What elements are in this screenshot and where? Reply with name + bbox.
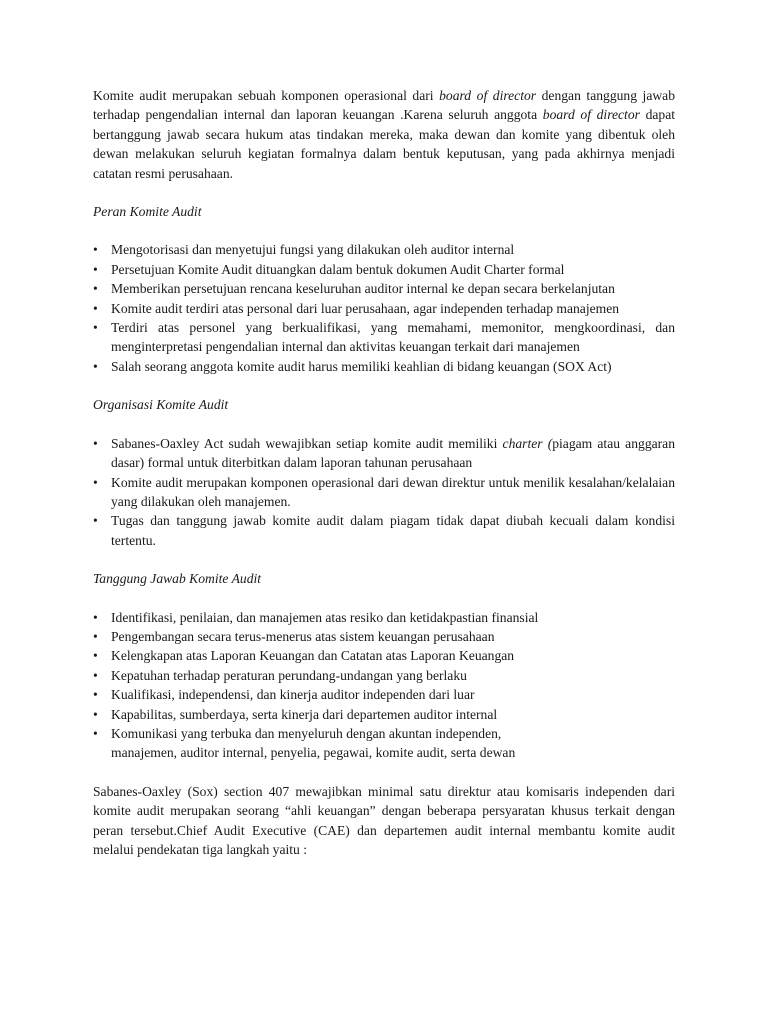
heading-tanggung-jawab: Tanggung Jawab Komite Audit: [93, 571, 262, 587]
list-item: • Memberikan persetujuan rencana keseluruhan auditor internal ke depan secara berkelanjutan: [93, 279, 675, 298]
closing-paragraph: Sabanes-Oaxley (Sox) section 407 mewajibkan minimal satu direktur atau komisaris independen dari komite audit merupakan seorang “ahli keuangan” dengan beberapa persyaratan khusus terkait dengan peran tersebut.Chief Audit Executive (CAE) dan departemen audit internal membantu komite audit melalui pendekatan tiga langkah yaitu :: [93, 783, 675, 857]
list-item: • Tugas dan tanggung jawab komite audit dalam piagam tidak dapat diubah kecuali dalam kondisi tertentu.: [93, 511, 675, 550]
list-item: • Kapabilitas, sumberdaya, serta kinerja dari departemen auditor internal: [93, 705, 675, 724]
list-item-text-a: Sabanes-Oaxley Act sudah wewajibkan setiap komite audit memiliki: [111, 435, 503, 451]
list-item: • Mengotorisasi dan menyetujui fungsi yang dilakukan oleh auditor internal: [93, 240, 675, 259]
list-item: • Identifikasi, penilaian, dan manajemen atas resiko dan ketidakpastian finansial: [93, 608, 675, 627]
list-item-line-1: Komunikasi yang terbuka dan menyeluruh dengan akuntan independen,: [111, 725, 502, 741]
list-item: • Komite audit merupakan komponen operasional dari dewan direktur untuk menilik kesalahan/kelalaian yang dilakukan oleh manajemen.: [93, 473, 675, 512]
heading-organisasi: Organisasi Komite Audit: [93, 397, 229, 413]
intro-italic-term-1: board of director: [439, 88, 537, 103]
list-item-text-b: piagam atau anggaran dasar) formal untuk diterbitkan dalam laporan tahunan perusahaan: [111, 435, 676, 471]
intro-paragraph: [93, 86, 675, 183]
list-organisasi: [93, 434, 675, 550]
list-item: • Salah seorang anggota komite audit harus memiliki keahlian di bidang keuangan (SOX Act): [93, 357, 675, 376]
list-item: • Terdiri atas personel yang berkualifikasi, yang memahami, memonitor, mengkoordinasi, dan menginterpretasi pengendalian internal dan aktivitas keuangan terkait dari manajemen: [93, 318, 675, 357]
intro-text-b: dengan tanggung jawab terhadap pengendalian internal dan laporan keuangan .Karena seluruh anggota: [93, 88, 676, 123]
list-item: • Persetujuan Komite Audit dituangkan dalam bentuk dokumen Audit Charter formal: [93, 260, 675, 279]
heading-peran: Peran Komite Audit: [93, 204, 202, 220]
list-item: • Kelengkapan atas Laporan Keuangan dan Catatan atas Laporan Keuangan: [93, 646, 675, 665]
intro-text-a: Komite audit merupakan sebuah komponen operasional dari: [93, 88, 440, 103]
list-item: • Kualifikasi, independensi, dan kinerja auditor independen dari luar: [93, 685, 675, 704]
list-item-line-2: manajemen, auditor internal, penyelia, pegawai, komite audit, serta dewan: [111, 745, 516, 761]
intro-text-c: dapat bertanggung jawab secara hukum atas tindakan mereka, maka dewan dan komite yang dibentuk oleh dewan melakukan seluruh kegiatan formalnya dalam bentuk keputusan, yang pada akhirnya menjadi catatan resmi perusahaan.: [93, 107, 676, 181]
list-item: [93, 724, 675, 763]
list-item: • Pengembangan secara terus-menerus atas sistem keuangan perusahaan: [93, 627, 675, 646]
list-peran: [93, 240, 675, 376]
list-item: • Komite audit terdiri atas personal dari luar perusahaan, agar independen terhadap manajemen: [93, 299, 675, 318]
list-item-italic: charter (: [502, 435, 553, 451]
list-item: [93, 434, 675, 473]
document-page: [93, 86, 675, 859]
list-tanggung-jawab: [93, 608, 675, 763]
list-item: • Kepatuhan terhadap peraturan perundang-undangan yang berlaku: [93, 666, 675, 685]
intro-italic-term-2: board of director: [542, 107, 640, 123]
